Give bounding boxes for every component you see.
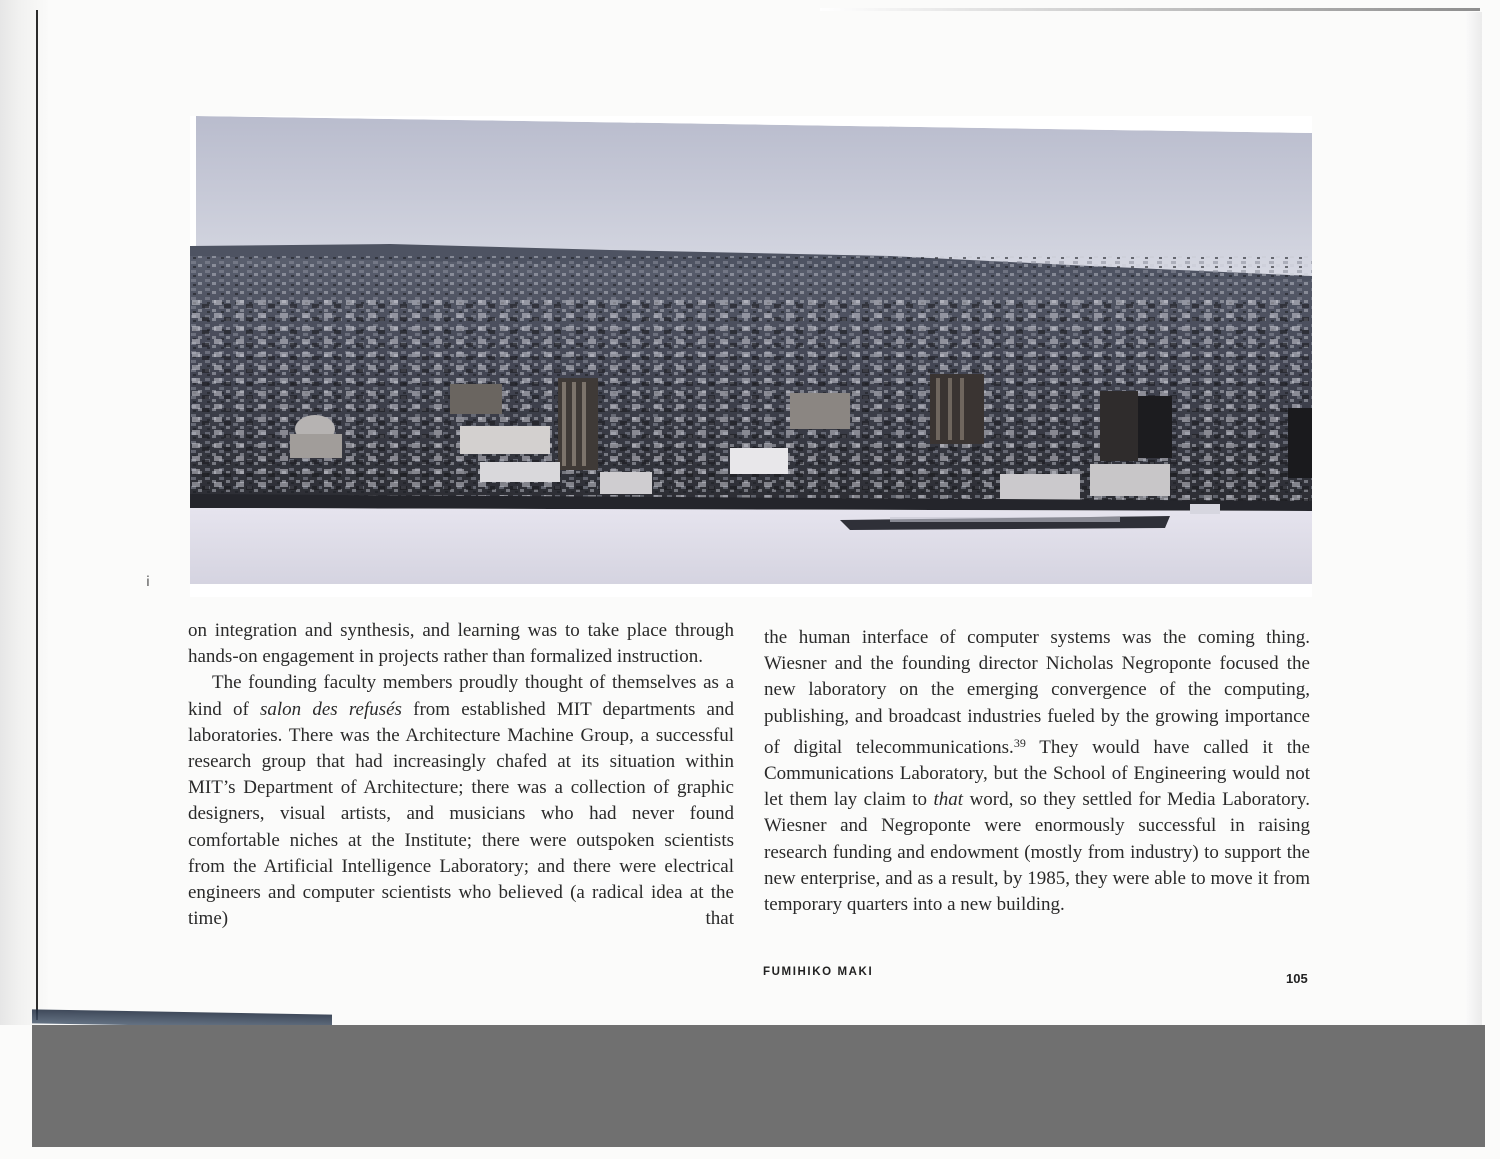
italic-text: salon des refusés	[259, 698, 402, 720]
running-head: FUMIHIKO MAKI	[763, 966, 874, 978]
text-run: the human interface of computer systems was the coming thing. Wiesner and the founding director Nicholas Negroponte focused the new laboratory on the emerging convergence of the computing, publishing, and broadcast industries fueled by the growing importance of digital telecommunications.	[764, 627, 1310, 758]
book-gutter-shadow	[0, 0, 48, 1025]
left-text-column	[188, 618, 734, 932]
text-run: They would have called it the Communications Laboratory, but the School of Engineering would not let them lay claim to	[764, 736, 1310, 811]
book-gutter-edge	[36, 10, 38, 1020]
aerial-city-photo	[190, 116, 1312, 597]
page-number: 105	[1286, 971, 1308, 986]
text-run: word, so they settled for Media Laboratory. Wiesner and Negroponte were enormously successful in raising research funding and endowment (mostly from industry) to support the new enterprise, and as a result, by 1985, they were able to move it from temporary quarters into a new building.	[764, 789, 1310, 916]
paragraph	[188, 670, 734, 932]
italic-text: that	[933, 789, 964, 811]
text-run: from established MIT departments and laboratories. There was the Architecture Machine Group, a successful research group that had increasingly chafed at its situation within MIT’s Department of Architecture; there was a collection of graphic designers, visual artists, and musicians who had never found comfortable niches at the Institute; there were outspoken scientists from the Artificial Intelligence Laboratory; and there were electrical engineers and computer scientists who believed (a radical idea at the time) that	[188, 698, 734, 930]
text-run: The founding faculty members proudly thought of themselves as a kind of	[188, 672, 734, 720]
scanner-bed-band	[32, 1025, 1485, 1147]
paragraph: on integration and synthesis, and learning was to take place through hands-on engagement in projects rather than formalized instruction.	[188, 620, 734, 668]
right-text-column	[764, 625, 1310, 918]
footnote-reference[interactable]: 39	[1013, 735, 1026, 750]
paragraph	[764, 625, 1310, 918]
page-top-edge	[820, 8, 1480, 11]
page-right-edge	[1466, 12, 1482, 1142]
margin-speck: ⅰ	[146, 575, 150, 590]
